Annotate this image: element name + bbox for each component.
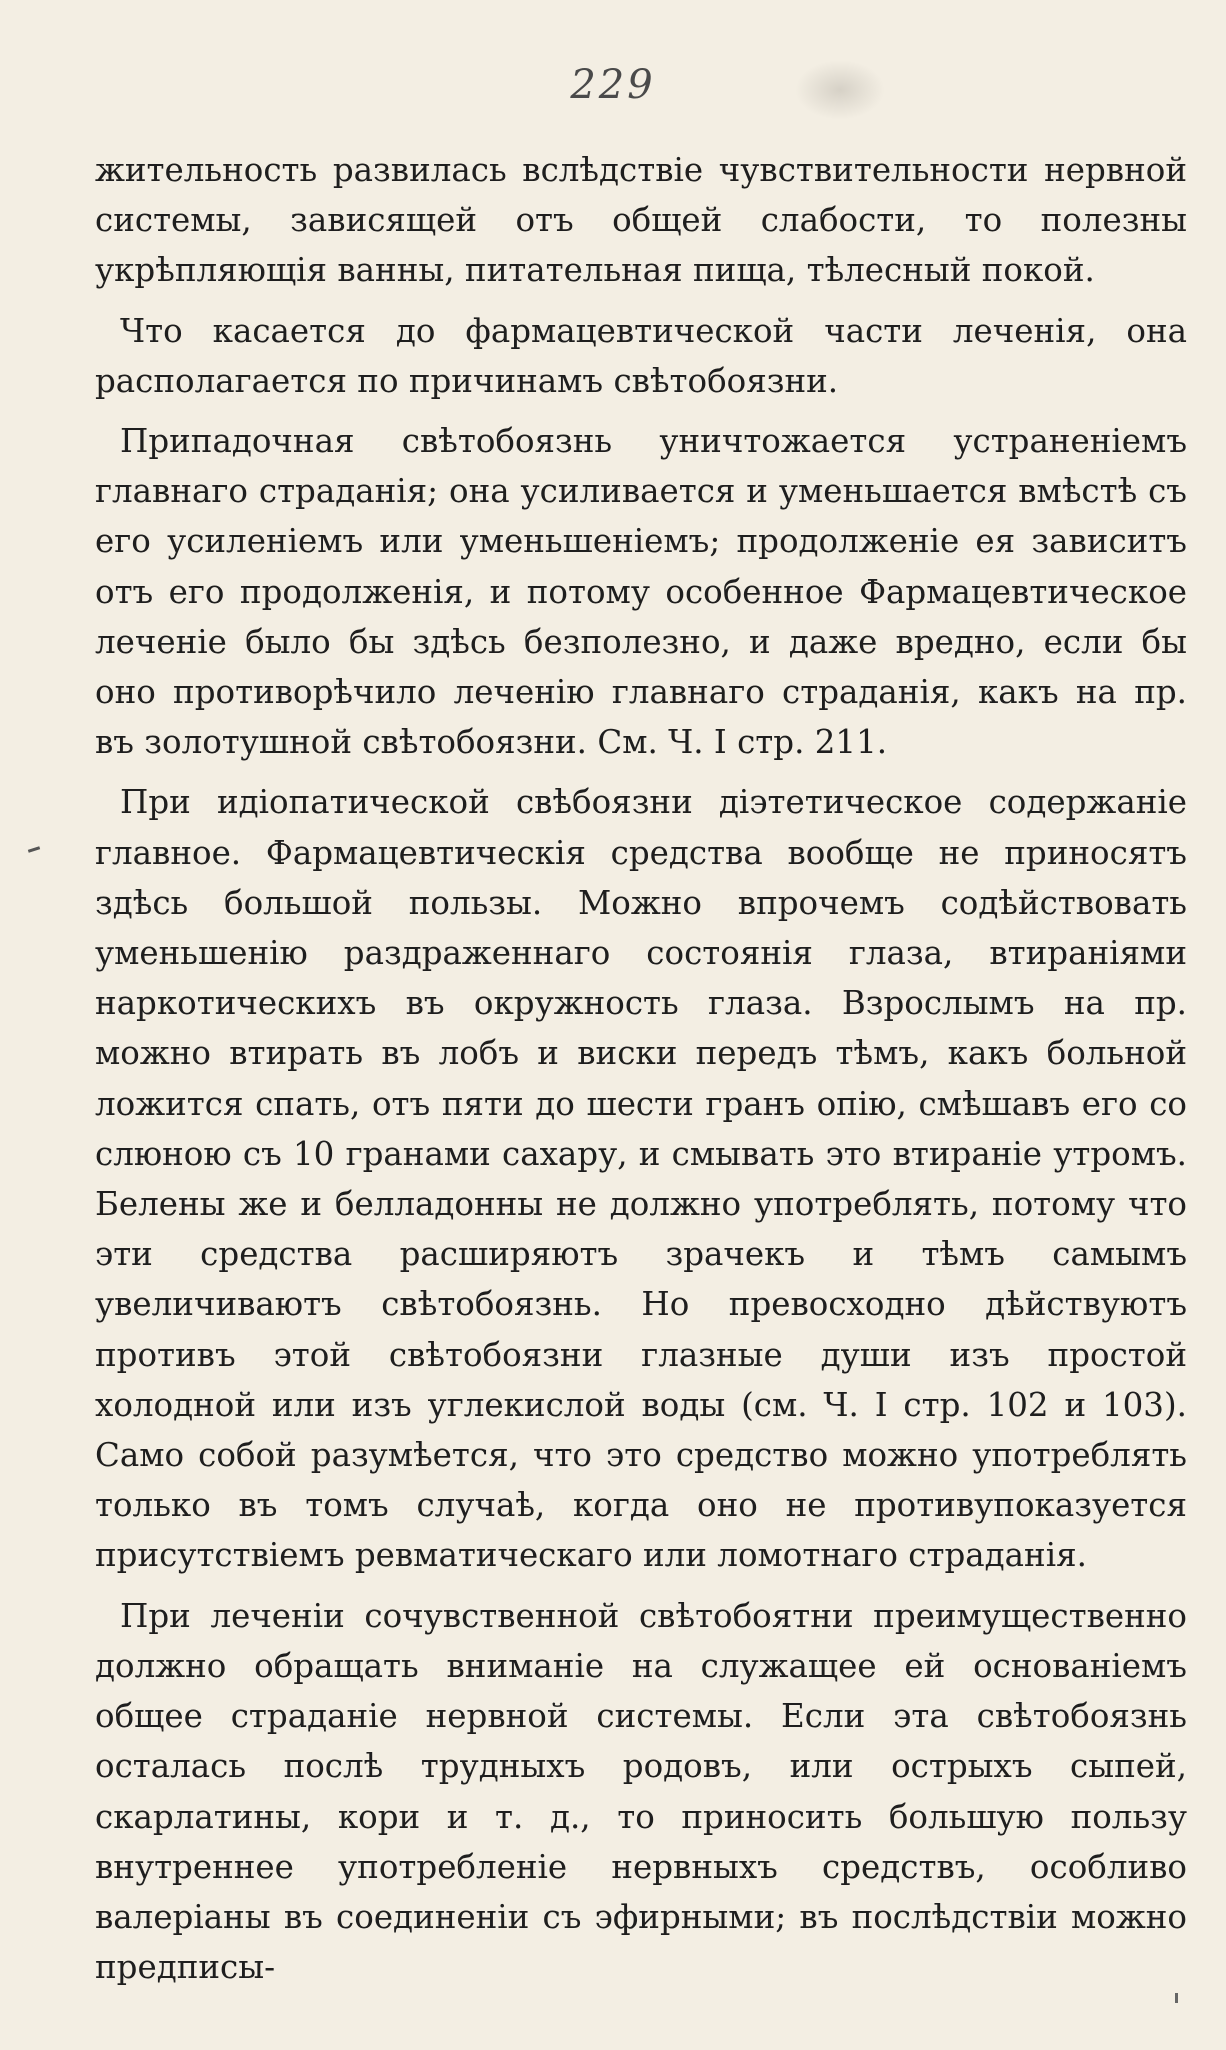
margin-mark <box>28 846 40 853</box>
paragraph: Что касается до фармацевтической части леченія, она располагается по причинамъ свѣтобоязни. <box>95 311 1187 400</box>
paragraph: жительность развилась вслѣдствіе чувствительности нервной системы, зависящей отъ общей слабости, то полезны укрѣпляющія ванны, питательная пища, тѣлесный покой. <box>95 151 1187 290</box>
paragraph: Припадочная свѣтобоязнь уничтожается устраненіемъ главнаго страданія; она усиливается и уменьшается вмѣстѣ съ его усиленіемъ или уменьшеніемъ; продолженіе ея зависитъ отъ его продолженія, и потому особенное Фармацевтическое леченіе было бы здѣсь безполезно, и даже вредно, если бы оно противорѣчило леченію главнаго страданія, какъ на пр. въ золотушной свѣтобоязни. См. Ч. I стр. 211. <box>95 422 1187 762</box>
page-number: 229 <box>570 62 656 108</box>
paragraph: При идіопатической свѣбоязни діэтетическое содержаніе главное. Фармацевтическія средства вообще не приносятъ здѣсь большой пользы. Можно впрочемъ содѣйствовать уменьшенію раздраженнаго состоянія глаза, втираніями наркотическихъ въ окружность глаза. Взрослымъ на пр. можно втирать въ лобъ и виски передъ тѣмъ, какъ больной ложится спать, отъ пяти до шести гранъ опію, смѣшавъ его со слюною съ 10 гранами сахару, и смывать это втираніе утромъ. Белены же и белладонны не должно употреблять, потому что эти средства расширяютъ зрачекъ и тѣмъ самымъ увеличиваютъ свѣтобоязнь. Но превосходно дѣйствуютъ противъ этой свѣтобоязни глазные души изъ простой холодной или изъ углекислой воды (см. Ч. I стр. 102 и 103). Само собой разумѣется, что это средство можно употреблять только въ томъ случаѣ, когда оно не противупоказуется присутствіемъ ревматическаго или ломотнаго страданія. <box>95 783 1187 1575</box>
paragraph: При леченіи сочувственной свѣтобоятни преимущественно должно обращать вниманіе на служащее ей основаніемъ общее страданіе нервной системы. Если эта свѣтобоязнь осталась послѣ трудныхъ родовъ, или острыхъ сыпей, скарлатины, кори и т. д., то приносить большую пользу внутреннее употребленіе нервныхъ средствъ, особливо валеріаны въ соединеніи съ эфирными; въ послѣдствіи можно предписы- <box>95 1596 1187 1987</box>
page-body <box>95 145 1187 2002</box>
